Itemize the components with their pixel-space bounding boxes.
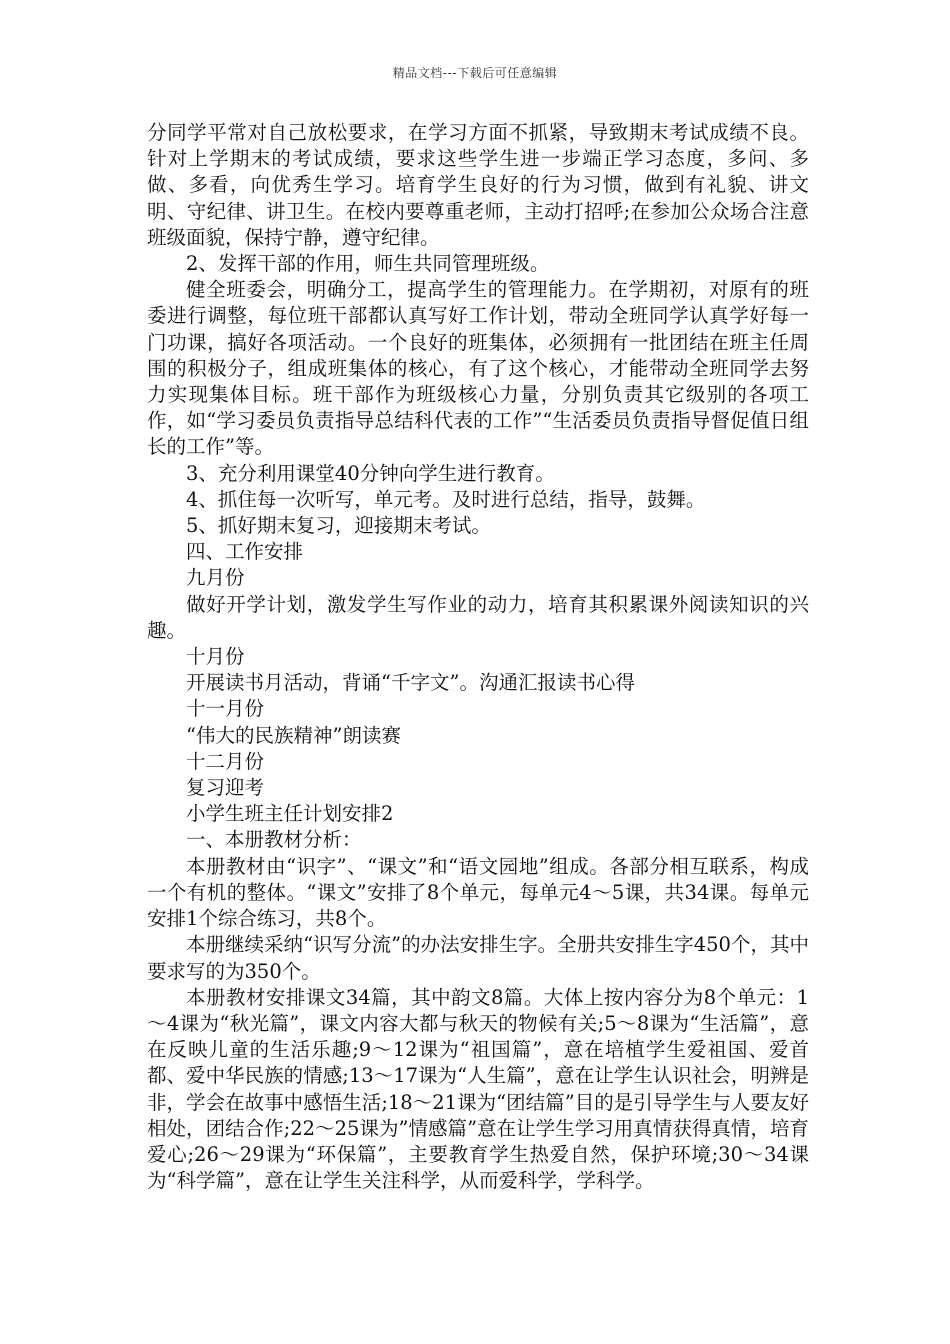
page-header: 精品文档---下载后可任意编辑 (392, 66, 558, 80)
paragraph: 分同学平常对自己放松要求，在学习方面不抓紧，导致期末考试成绩不良。针对上学期末的考试成绩，要求这些学生进一步端正学习态度，多问、多做、多看，向优秀生学习。培育学生良好的行为习惯，做到有礼貌、讲文明、守纪律、讲卫生。在校内要尊重老师，主动打招呼;在参加公众场合注意班级面貌，保持宁静，遵守纪律。 (147, 121, 809, 249)
paragraph: 复习迎考 (186, 776, 265, 800)
paragraph: 九月份 (186, 566, 245, 590)
paragraph: 十二月份 (186, 749, 265, 773)
paragraph: 5、抓好期末复习，迎接期末考试。 (186, 514, 491, 538)
paragraph: “伟大的民族精神”朗读赛 (186, 723, 401, 747)
document-body (147, 120, 809, 1194)
paragraph: 做好开学计划，激发学生写作业的动力，培育其积累课外阅读知识的兴趣。 (147, 592, 809, 642)
paragraph: 四、工作安排 (186, 540, 304, 564)
paragraph: 本册教材安排课文34篇，其中韵文8篇。大体上按内容分为8个单元：1～4课为“秋光篇”，课文内容大都与秋天的物候有关;5～8课为“生活篇”，意在反映儿童的生活乐趣;9～12课为“祖国篇”，意在培植学生爱祖国、爱首都、爱中华民族的情感;13～17课为“人生篇”，意在让学生认识社会，明辨是非，学会在故事中感悟生活;18～21课为“团结篇”目的是引导学生与人要友好相处，团结合作;22～25课为”情感篇”意在让学生学习用真情获得真情，培育爱心;26～29课为“环保篇”，主要教育学生热爱自然，保护环境;30～34课为“科学篇”，意在让学生关注科学，从而爱科学，学科学。 (147, 985, 809, 1193)
paragraph: 本册教材由“识字”、“课文”和“语文园地”组成。各部分相互联系，构成一个有机的整体。“课文”安排了8个单元，每单元4～5课，共34课。每单元安排1个综合练习，共8个。 (147, 854, 809, 931)
paragraph: 十月份 (186, 645, 245, 669)
paragraph: 本册继续采纳“识写分流”的办法安排生字。全册共安排生字450个，其中要求写的为350个。 (147, 933, 809, 983)
paragraph: 4、抓住每一次听写，单元考。及时进行总结，指导，鼓舞。 (186, 487, 706, 511)
paragraph: 健全班委会，明确分工，提高学生的管理能力。在学期初，对原有的班委进行调整，每位班干部都认真写好工作计划，带动全班同学认真学好每一门功课，搞好各项活动。一个良好的班集体，必须拥有一批团结在班主任周围的积极分子，组成班集体的核心，有了这个核心，才能带动全班同学去努力实现集体目标。班干部作为班级核心力量，分别负责其它级别的各项工作，如“学习委员负责指导总结科代表的工作”“生活委员负责指导督促值日组长的工作”等。 (147, 278, 809, 459)
paragraph: 一、本册教材分析： (186, 828, 362, 852)
paragraph: 小学生班主任计划安排2 (186, 802, 394, 826)
paragraph: 3、充分利用课堂40分钟向学生进行教育。 (186, 461, 555, 485)
paragraph: 十一月份 (186, 697, 265, 721)
paragraph: 2、发挥干部的作用，师生共同管理班级。 (186, 252, 550, 276)
paragraph: 开展读书月活动，背诵“千字文”。沟通汇报读书心得 (186, 671, 635, 695)
